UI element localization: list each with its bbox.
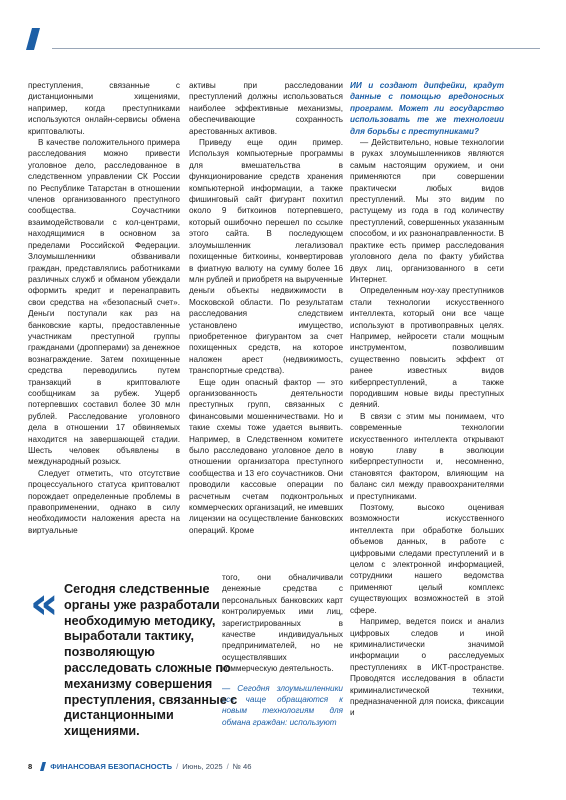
col3-paragraph-2: Определенным ноу-хау преступников стали технологии искусственного интеллекта, который они все чаще используют в противоправных целях. Например, нейросети стали мощным инструментом, позволившим существенно повысить эффект от ранее известных видов киберпреступлений, а также породившим новые виды преступных деяний. [350,286,504,410]
issue-number: № 46 [232,762,252,771]
col3-paragraph-3: В связи с этим мы понимаем, что современные технологии искусственного интеллекта открывают новую главу в эволюции киберпреступности и, несомненно, становятся фактором, влияющим на баланс сил между правоохранителями и преступниками. [350,411,504,501]
col1-paragraph-2: В качестве положительного примера расследования можно привести уголовное дело, расследованное в следственном управлении СК России по Республике Татарстан в отношении членов организованного преступного сообщества. Соучастники взаимодействовали с кол-центрами, находящимися в основном за пределами Российской Федерации. Злоумышленники обзванивали граждан, представлялись работниками различных служб и обманом убеждали оформить кредит и перенаправить свои средства на «безопасный счет». Деньги поступали как раз на банковские карты, предоставленные участникам преступной группы гражданами (дропперами) за денежное вознаграждение. Затем похищенные средства переводились путем транзакций в криптовалюте сообщникам за рубеж. Ущерб потерпевших составил более 30 млн рублей. Расследование уголовного дела в отношении 17 обвиняемых находится на завершающей стадии. Шесть человек объявлены в международный розыск. [28,138,180,467]
page-footer [28,762,251,771]
col2-paragraph-1: активы при расследовании преступлений должны использоваться наиболее эффективные механизмы, обеспечивающие сохранность арестованных активов. [189,81,343,136]
quote-mark-icon: « [30,578,59,629]
col2-paragraph-3: Еще один опасный фактор — это организованность деятельности преступных групп, связанных с финансовыми мошенничествами. Но и такие схемы тоже удается выявить. Например, в Следственном комитете было расследовано уголовное дело в отношении организатора преступного сообщества и 13 его соучастников. Они проводили кассовые операции по расчетным счетам подконтрольных коммерческих организаций, не имевших лицензии на осуществление банковских операций. Кроме [189,377,343,535]
footer-separator: / [226,762,229,771]
issue-date: Июнь, 2025 [182,762,223,771]
column-3 [350,80,504,719]
slash-logo-icon [40,762,46,771]
magazine-title: ФИНАНСОВАЯ БЕЗОПАСНОСТЬ [50,762,173,771]
page-number: 8 [28,762,33,771]
col2-paragraph-4: того, они обналичивали денежные средства с персональных банковских карт контролируемых ими лиц, зарегистрированных в качестве индивидуальных предпринимателей, но не осуществлявших коммерческую деятельность. [222,573,343,674]
pull-quote-text: Сегодня следственные органы уже разработали необходимую методику, выработали тактику, позволяющую расследовать сложные по механизму совершения преступления, связанные с дистанционными хищениями. [64,582,238,739]
footer-separator: / [176,762,179,771]
col1-paragraph-3: Следует отметить, что отсутствие процессуального статуса криптовалют порождает определенные проблемы в правоприменении, однако в силу необходимости наложения ареста на виртуальные [28,468,180,535]
col3-paragraph-5: Например, ведется поиск и анализ цифровых следов и иной криминалистически значимой информации о расследуемых преступлениях в ИКТ-пространстве. Проводятся исследования в области криминалистической техники, предназначенной для поиска, фиксации и [350,617,504,718]
slash-logo-icon [26,28,40,50]
interview-question-continued: ИИ и создают дипфейки, крадут данные с помощью вредоносных программ. Может ли государство использовать те же технологии для борьбы с преступниками? [350,81,504,136]
column-2 [189,80,343,536]
interview-question: — Сегодня злоумышленники все чаще обращаются к новым технологиям для обмана граждан: используют [222,683,343,727]
column-1 [28,80,180,536]
col3-paragraph-4: Поэтому, высоко оценивая возможности искусственного интеллекта при обработке больших объемов данных, в работе с цифровыми следами преступлений и в целом с электронной информацией, сотрудники нашего ведомства применяют целый комплекс существующих возможностей в этой сфере. [350,503,504,615]
col1-paragraph-1: преступления, связанные с дистанционными хищениями, например, когда преступниками используются онлайн-сервисы обмена криптовалюты. [28,81,180,136]
header-rule [52,48,540,49]
col3-paragraph-1: — Действительно, новые технологии в руках злоумышленников являются самым настоящим оружием, и они применяются при совершении практически любых видов преступлений. Мы это видим по растущему из года в год количеству преступлений, совершенных указанным способом, и их разнонаправленности. В практике есть пример расследования уголовного дела по факту убийства двух лиц, организованного в сети Интернет. [350,138,504,284]
col2-paragraph-2: Приведу еще один пример. Используя компьютерные программы для вмешательства в функционирование средств хранения компьютерной информации, а также фишинговый сайт фигурант похитил около 9 биткоинов потерпевшего, который ошибочно перешел по ссылке этого сайта. В последующем злоумышленник легализовал похищенные биткоины, конвертировав в фиатную валюту на сумму более 16 млн рублей и приобретя на вырученные деньги объекты недвижимости в Московской области. По результатам расследования следствием установлено имущество, приобретенное фигурантом за счет похищенных средств, на которое наложен арест (недвижимость, транспортные средства). [189,138,343,376]
